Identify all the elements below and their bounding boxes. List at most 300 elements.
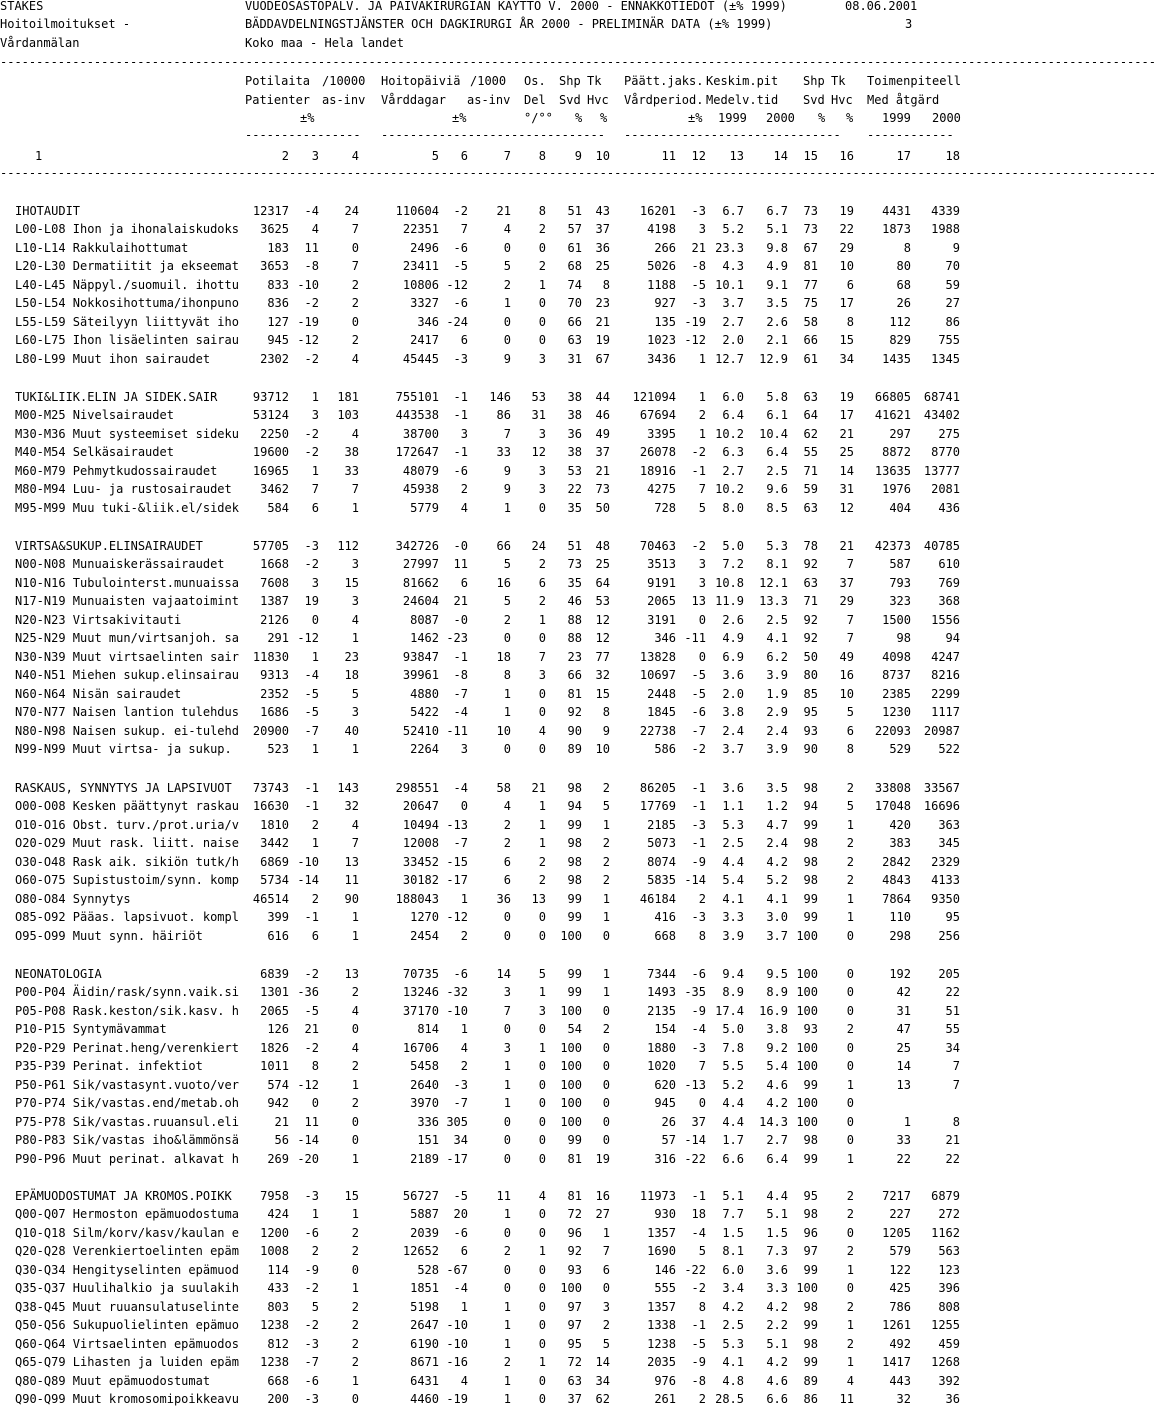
value-cell: 93 — [803, 724, 818, 738]
value-cell: 814 — [417, 1022, 439, 1036]
value-cell: 275 — [938, 427, 960, 441]
value-cell: 10 — [839, 259, 854, 273]
row-label: N40-N51 Miehen sukup.elinsairau — [15, 668, 239, 682]
value-cell: 48079 — [402, 464, 439, 478]
value-cell: 5.1 — [766, 1207, 788, 1221]
value-cell: 1205 — [882, 1226, 911, 1240]
value-cell: 1345 — [931, 352, 960, 366]
value-cell: 73 — [803, 222, 818, 236]
value-cell: 86205 — [639, 781, 676, 795]
row-label: N60-N64 Nisän sairaudet — [15, 687, 182, 701]
value-cell: 4275 — [647, 482, 676, 496]
value-cell: 2.4 — [766, 836, 788, 850]
value-cell: 89 — [567, 742, 582, 756]
value-cell: 0 — [351, 1115, 359, 1129]
value-cell: 2 — [602, 781, 610, 795]
value-cell: -11 — [446, 724, 468, 738]
value-cell: 3 — [538, 464, 546, 478]
value-cell: 2 — [351, 1318, 359, 1332]
value-cell: 2 — [698, 892, 706, 906]
value-cell: -5 — [453, 259, 468, 273]
value-cell: 23.3 — [715, 241, 744, 255]
value-cell: 100 — [796, 929, 818, 943]
value-cell: 8.9 — [722, 985, 744, 999]
value-cell: 41621 — [874, 408, 911, 422]
row-label: L55-L59 Säteilyyn liittyvät iho — [15, 315, 239, 329]
value-cell: 23411 — [402, 259, 439, 273]
value-cell: 1 — [460, 1022, 468, 1036]
value-cell: 57705 — [252, 539, 289, 553]
value-cell: 0 — [538, 631, 546, 645]
value-cell: -1 — [691, 799, 706, 813]
value-cell: 0 — [538, 501, 546, 515]
value-cell: 1 — [503, 1318, 511, 1332]
value-cell: 6.0 — [722, 1263, 744, 1277]
value-cell: -1 — [691, 836, 706, 850]
value-cell: 5.0 — [722, 539, 744, 553]
value-cell: 16706 — [402, 1041, 439, 1055]
value-cell: 2065 — [260, 1004, 289, 1018]
value-cell: 5 — [602, 799, 610, 813]
row-label: Q80-Q89 Muut epämuodostumat — [15, 1374, 211, 1388]
value-cell: 95 — [803, 1189, 818, 1203]
value-cell: 4 — [351, 427, 359, 441]
value-cell: 1357 — [647, 1300, 676, 1314]
value-cell: 121094 — [632, 390, 676, 404]
value-cell: 8.1 — [766, 557, 788, 571]
value-cell: 89 — [803, 1374, 818, 1388]
value-cell: -6 — [453, 1226, 468, 1240]
value-cell: 30182 — [402, 873, 439, 887]
value-cell: 26 — [661, 1115, 676, 1129]
value-cell: 5 — [698, 501, 706, 515]
value-cell: 42373 — [874, 539, 911, 553]
value-cell: 67694 — [639, 408, 676, 422]
value-cell: 13777 — [923, 464, 960, 478]
value-cell: 0 — [602, 1004, 610, 1018]
value-cell: 4.3 — [722, 259, 744, 273]
value-cell: 3436 — [647, 352, 676, 366]
value-cell: 49 — [839, 650, 854, 664]
value-cell: 1 — [503, 1096, 511, 1110]
value-cell: 269 — [267, 1152, 289, 1166]
value-cell: 12 — [531, 445, 546, 459]
value-cell: -6 — [304, 1226, 319, 1240]
value-cell: 12652 — [402, 1244, 439, 1258]
row-label: L00-L08 Ihon ja ihonalaiskudoks — [15, 222, 239, 236]
value-cell: -19 — [297, 315, 319, 329]
value-cell: -3 — [691, 1041, 706, 1055]
value-cell: 0 — [538, 1392, 546, 1406]
value-cell: 11 — [344, 873, 359, 887]
value-cell: 81 — [803, 259, 818, 273]
value-cell: 3327 — [410, 296, 439, 310]
value-cell: 755101 — [395, 390, 439, 404]
value-cell: 19 — [595, 333, 610, 347]
value-cell: 1976 — [882, 482, 911, 496]
value-cell: 2250 — [260, 427, 289, 441]
value-cell: 63 — [803, 390, 818, 404]
value-cell: 2 — [698, 408, 706, 422]
value-cell: 7.7 — [722, 1207, 744, 1221]
value-cell: 1 — [460, 1300, 468, 1314]
value-cell: -8 — [304, 259, 319, 273]
value-cell: 3 — [311, 408, 319, 422]
value-cell: 10 — [496, 724, 511, 738]
value-cell: 100 — [796, 1059, 818, 1073]
row-label: N99-N99 Muut virtsa- ja sukup. — [15, 742, 232, 756]
value-cell: 16 — [595, 1189, 610, 1203]
value-cell: 88 — [567, 631, 582, 645]
value-cell: 33452 — [402, 855, 439, 869]
value-cell: -1 — [691, 1189, 706, 1203]
value-cell: 7 — [351, 482, 359, 496]
value-cell: 6869 — [260, 855, 289, 869]
value-cell: 2302 — [260, 352, 289, 366]
value-cell: 2329 — [931, 855, 960, 869]
value-cell: 5 — [503, 557, 511, 571]
value-cell: 103 — [337, 408, 359, 422]
value-cell: 4.2 — [766, 1355, 788, 1369]
value-cell: 8.9 — [766, 985, 788, 999]
row-label: O95-O99 Muut synn. häiriöt — [15, 929, 203, 943]
value-cell: 77 — [595, 650, 610, 664]
value-cell: 77 — [803, 278, 818, 292]
value-cell: 24 — [531, 539, 546, 553]
value-cell: 95 — [945, 910, 960, 924]
value-cell: 436 — [938, 501, 960, 515]
value-cell: -9 — [691, 855, 706, 869]
value-cell: -3 — [304, 539, 319, 553]
header-title: VUODEOSASTOPALV. JA PÄIVÄKIRURGIAN KÄYTTÖ V. 2000 - ENNAKKOTIEDOT (±% 1999) — [245, 0, 787, 13]
value-cell: -2 — [304, 967, 319, 981]
value-cell: 2039 — [410, 1226, 439, 1240]
value-cell: 0 — [538, 1022, 546, 1036]
value-cell: 1 — [311, 390, 319, 404]
row-label: L60-L75 Ihon lisäelinten sairau — [15, 333, 239, 347]
value-cell: 2 — [351, 333, 359, 347]
value-cell: 2 — [538, 873, 546, 887]
value-cell: 9.5 — [766, 967, 788, 981]
value-cell: 9 — [503, 464, 511, 478]
value-cell: 1 — [698, 427, 706, 441]
value-cell: 7 — [503, 1004, 511, 1018]
value-cell: 8 — [846, 742, 854, 756]
value-cell: 2 — [351, 1244, 359, 1258]
value-cell: 0 — [538, 1226, 546, 1240]
value-cell: 181 — [337, 390, 359, 404]
value-cell: 584 — [267, 501, 289, 515]
value-cell: 36 — [496, 892, 511, 906]
value-cell: 93 — [567, 1263, 582, 1277]
value-cell: 1 — [503, 1337, 511, 1351]
value-cell: 416 — [654, 910, 676, 924]
value-cell: 668 — [267, 1374, 289, 1388]
value-cell: 8 — [952, 1115, 960, 1129]
value-cell: 942 — [267, 1096, 289, 1110]
value-cell: 1.2 — [766, 799, 788, 813]
value-cell: 1.7 — [722, 1133, 744, 1147]
value-cell: 29 — [839, 241, 854, 255]
value-cell: 9 — [503, 482, 511, 496]
value-cell: 18 — [496, 650, 511, 664]
value-cell: 0 — [538, 1337, 546, 1351]
value-cell: 1 — [311, 836, 319, 850]
value-cell: 1 — [503, 687, 511, 701]
value-cell: 68 — [567, 259, 582, 273]
value-cell: 0 — [503, 1133, 511, 1147]
value-cell: 4 — [503, 222, 511, 236]
value-cell: 92 — [803, 613, 818, 627]
value-cell: 5.2 — [722, 222, 744, 236]
value-cell: 930 — [654, 1207, 676, 1221]
value-cell: -3 — [691, 910, 706, 924]
value-cell: 37 — [691, 1115, 706, 1129]
value-cell: 21 — [839, 427, 854, 441]
value-cell: 7 — [698, 1059, 706, 1073]
row-label: TUKI&LIIK.ELIN JA SIDEK.SAIR — [15, 390, 218, 404]
value-cell: 1 — [846, 1318, 854, 1332]
value-cell: -4 — [304, 204, 319, 218]
column-header: Päätt.jaks. — [624, 74, 704, 88]
value-cell: 8737 — [882, 668, 911, 682]
value-cell: 3.8 — [722, 705, 744, 719]
value-cell: 3 — [351, 557, 359, 571]
value-cell: 100 — [796, 1115, 818, 1129]
value-cell: 3.7 — [766, 929, 788, 943]
value-cell: 98 — [567, 781, 582, 795]
column-header: Tk — [831, 74, 846, 88]
column-header: Del — [524, 93, 546, 107]
value-cell: 21 — [531, 781, 546, 795]
value-cell: 19 — [595, 1152, 610, 1166]
value-cell: 8087 — [410, 613, 439, 627]
value-cell: 4880 — [410, 687, 439, 701]
value-cell: 6.7 — [722, 204, 744, 218]
row-label: N10-N16 Tubulointerst.munuaissa — [15, 576, 239, 590]
value-cell: 33 — [496, 445, 511, 459]
value-cell: 2 — [538, 594, 546, 608]
value-cell: 2496 — [410, 241, 439, 255]
column-header: Svd — [803, 93, 825, 107]
value-cell: 22093 — [874, 724, 911, 738]
column-header: Vårdperiod. — [624, 93, 704, 107]
value-cell: 55 — [803, 445, 818, 459]
value-cell: 99 — [803, 1263, 818, 1277]
value-cell: 0 — [602, 1115, 610, 1129]
value-cell: 98 — [896, 631, 911, 645]
row-label: Q10-Q18 Silm/korv/kasv/kaulan e — [15, 1226, 239, 1240]
value-cell: 3.5 — [766, 781, 788, 795]
value-cell: 424 — [267, 1207, 289, 1221]
value-cell: 98 — [567, 855, 582, 869]
value-cell: 100 — [796, 1004, 818, 1018]
value-cell: 4.1 — [722, 1355, 744, 1369]
value-cell: 4 — [460, 501, 468, 515]
value-cell: -14 — [297, 1133, 319, 1147]
row-label: O85-O92 Pääas. lapsivuot. kompl — [15, 910, 239, 924]
value-cell: -10 — [446, 1318, 468, 1332]
value-cell: 272 — [938, 1207, 960, 1221]
column-header: ±% — [688, 111, 703, 125]
value-cell: 146 — [654, 1263, 676, 1277]
value-cell: 528 — [417, 1263, 439, 1277]
value-cell: 3.9 — [766, 742, 788, 756]
value-cell: 112 — [337, 539, 359, 553]
value-cell: 28.5 — [715, 1392, 744, 1406]
value-cell: 33808 — [874, 781, 911, 795]
value-cell: 17 — [839, 296, 854, 310]
value-cell: 3.3 — [766, 1281, 788, 1295]
value-cell: 1 — [351, 1207, 359, 1221]
value-cell: 3.8 — [766, 1022, 788, 1036]
value-cell: 32 — [344, 799, 359, 813]
value-cell: 59 — [803, 482, 818, 496]
value-cell: 2417 — [410, 333, 439, 347]
value-cell: 4.4 — [766, 1189, 788, 1203]
value-cell: 5.2 — [766, 873, 788, 887]
value-cell: 803 — [267, 1300, 289, 1314]
value-cell: 2.5 — [722, 836, 744, 850]
value-cell: 22 — [945, 1152, 960, 1166]
column-number: 18 — [945, 149, 960, 163]
value-cell: -2 — [304, 296, 319, 310]
value-cell: 2 — [503, 1355, 511, 1369]
row-label: N17-N19 Munuaisten vajaatoimint — [15, 594, 239, 608]
value-cell: 0 — [538, 1152, 546, 1166]
value-cell: 0 — [538, 910, 546, 924]
value-cell: 5.3 — [766, 539, 788, 553]
value-cell: 587 — [889, 557, 911, 571]
column-number: 17 — [896, 149, 911, 163]
value-cell: 2 — [846, 1022, 854, 1036]
column-number: 14 — [773, 149, 788, 163]
value-cell: 37 — [567, 1392, 582, 1406]
value-cell: 1 — [460, 892, 468, 906]
value-cell: -1 — [453, 445, 468, 459]
value-cell: 2 — [311, 818, 319, 832]
value-cell: 0 — [538, 333, 546, 347]
value-cell: 10 — [595, 742, 610, 756]
column-number: 15 — [803, 149, 818, 163]
value-cell: 1338 — [647, 1318, 676, 1332]
value-cell: 38700 — [402, 427, 439, 441]
value-cell: 46 — [595, 408, 610, 422]
value-cell: 68741 — [923, 390, 960, 404]
value-cell: 95 — [803, 705, 818, 719]
value-cell: 0 — [602, 929, 610, 943]
value-cell: 4460 — [410, 1392, 439, 1406]
value-cell: 3970 — [410, 1096, 439, 1110]
value-cell: 291 — [267, 631, 289, 645]
value-cell: 35 — [567, 501, 582, 515]
value-cell: -20 — [297, 1152, 319, 1166]
value-cell: 8.1 — [722, 1244, 744, 1258]
value-cell: 1 — [503, 1059, 511, 1073]
value-cell: 363 — [938, 818, 960, 832]
value-cell: 10494 — [402, 818, 439, 832]
value-cell: 3 — [460, 742, 468, 756]
value-cell: 17769 — [639, 799, 676, 813]
value-cell: 11 — [453, 557, 468, 571]
value-cell: 9.8 — [766, 241, 788, 255]
value-cell: 26078 — [639, 445, 676, 459]
value-cell: 97 — [803, 1244, 818, 1258]
value-cell: 24604 — [402, 594, 439, 608]
value-cell: 13 — [344, 967, 359, 981]
column-header: ±% — [452, 111, 467, 125]
value-cell: 80 — [803, 668, 818, 682]
value-cell: -6 — [304, 1374, 319, 1388]
value-cell: 4 — [460, 1374, 468, 1388]
value-cell: 11 — [839, 1392, 854, 1406]
value-cell: 31 — [896, 1004, 911, 1018]
value-cell: 81 — [567, 1152, 582, 1166]
value-cell: -22 — [684, 1263, 706, 1277]
column-number: 1 — [35, 149, 43, 163]
value-cell: 2 — [460, 929, 468, 943]
value-cell: 99 — [567, 1133, 582, 1147]
value-cell: -1 — [453, 408, 468, 422]
column-number: 12 — [691, 149, 706, 163]
row-label: M30-M36 Muut systeemiset sideku — [15, 427, 239, 441]
value-cell: 5422 — [410, 705, 439, 719]
value-cell: 7 — [846, 557, 854, 571]
value-cell: 98 — [567, 836, 582, 850]
value-cell: 3.0 — [766, 910, 788, 924]
value-cell: 1387 — [260, 594, 289, 608]
row-label: L20-L30 Dermatiitit ja ekseemat — [15, 259, 239, 273]
value-cell: 0 — [846, 1059, 854, 1073]
value-cell: 42 — [896, 985, 911, 999]
value-cell: 7 — [602, 1244, 610, 1258]
value-cell: 261 — [654, 1392, 676, 1406]
value-cell: 3395 — [647, 427, 676, 441]
value-cell: 40785 — [923, 539, 960, 553]
value-cell: 33 — [896, 1133, 911, 1147]
value-cell: -3 — [453, 352, 468, 366]
value-cell: -19 — [684, 315, 706, 329]
value-cell: 2189 — [410, 1152, 439, 1166]
value-cell: 92 — [567, 705, 582, 719]
value-cell: 43 — [595, 204, 610, 218]
value-cell: 14 — [496, 967, 511, 981]
value-cell: 99 — [803, 910, 818, 924]
value-cell: 1 — [503, 1207, 511, 1221]
value-cell: 59 — [945, 278, 960, 292]
row-label: EPÄMUODOSTUMAT JA KROMOS.POIKK — [15, 1189, 232, 1203]
value-cell: 7 — [351, 259, 359, 273]
value-cell: 2.6 — [766, 315, 788, 329]
value-cell: 1 — [351, 1078, 359, 1092]
value-cell: 2 — [846, 1244, 854, 1258]
value-cell: 27 — [945, 296, 960, 310]
value-cell: 368 — [938, 594, 960, 608]
value-cell: 15 — [344, 576, 359, 590]
value-cell: 13.3 — [759, 594, 788, 608]
value-cell: 0 — [503, 1281, 511, 1295]
row-label: N20-N23 Virtsakivitauti — [15, 613, 182, 627]
value-cell: 18916 — [639, 464, 676, 478]
value-cell: -6 — [453, 241, 468, 255]
value-cell: 5.2 — [722, 1078, 744, 1092]
value-cell: -17 — [446, 1152, 468, 1166]
row-label: O80-O84 Synnytys — [15, 892, 131, 906]
value-cell: -7 — [304, 724, 319, 738]
value-cell: 52410 — [402, 724, 439, 738]
column-header: 1999 — [718, 111, 747, 125]
value-cell: 27 — [595, 1207, 610, 1221]
